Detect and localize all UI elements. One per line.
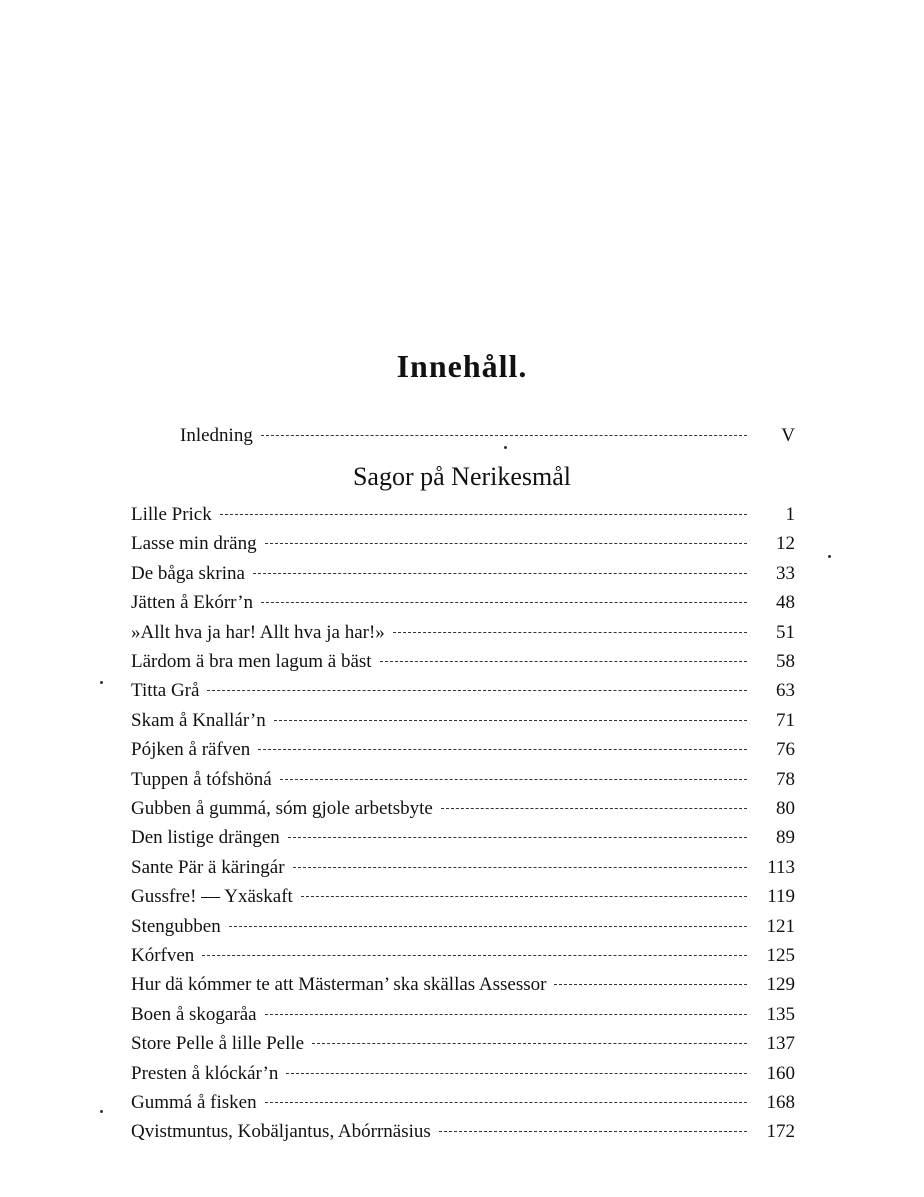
- print-speck: [504, 446, 507, 449]
- toc-page-number: 80: [776, 798, 795, 819]
- toc-entry: [131, 649, 795, 675]
- toc-page-number: 168: [766, 1092, 795, 1113]
- toc-page-number: 160: [766, 1062, 795, 1084]
- toc-title: Boen å skogaråa: [131, 1003, 257, 1025]
- dot-leader: [253, 573, 747, 574]
- toc-entry: [131, 796, 795, 822]
- dot-leader: [380, 661, 747, 662]
- toc-entry: [131, 1031, 795, 1057]
- toc-page-number: 135: [766, 1003, 795, 1025]
- dot-leader: [293, 867, 747, 868]
- toc-page-number: 89: [776, 827, 795, 849]
- toc-entry: [131, 561, 795, 587]
- dot-leader: [280, 779, 747, 780]
- toc-title: Lille Prick: [131, 504, 212, 525]
- toc-title: Pójken å räfven: [131, 739, 251, 761]
- dot-leader: [554, 984, 747, 985]
- toc-entry: [131, 1002, 795, 1028]
- toc-entry: [131, 1119, 795, 1145]
- toc-page-number: 119: [767, 886, 795, 908]
- page-title: Innehåll.: [396, 348, 528, 384]
- toc-page-number: 51: [776, 621, 795, 643]
- toc-title: Presten å klóckár’n: [131, 1062, 279, 1084]
- dot-leader: [439, 1131, 747, 1132]
- toc-entry: [131, 1090, 795, 1116]
- print-speck: [100, 1110, 103, 1113]
- dot-leader: [301, 896, 747, 897]
- toc-entry: [131, 737, 795, 763]
- dot-leader: [265, 1014, 747, 1015]
- toc-page-number: 58: [776, 651, 795, 672]
- dot-leader: [207, 690, 747, 691]
- toc-page-number: 129: [766, 974, 795, 996]
- dot-leader: [261, 435, 747, 436]
- toc-entry: [131, 767, 795, 793]
- toc-entry: [131, 502, 795, 528]
- toc-title: De båga skrina: [131, 562, 245, 584]
- toc-entry: [131, 531, 795, 557]
- toc-page-number: 113: [767, 856, 795, 878]
- toc-entry: [131, 943, 795, 969]
- dot-leader: [393, 632, 747, 633]
- toc-page-number: 71: [776, 709, 795, 731]
- toc-page-number: 63: [776, 680, 795, 702]
- toc-title: Skam å Knallár’n: [131, 709, 266, 731]
- toc-title: Den listige drängen: [131, 827, 280, 849]
- toc-entry: [131, 972, 795, 998]
- toc-title: »Allt hva ja har! Allt hva ja har!»: [131, 621, 385, 643]
- print-speck: [828, 555, 831, 558]
- dot-leader: [441, 808, 747, 809]
- toc-title: Sante Pär ä käringár: [131, 856, 285, 878]
- dot-leader: [265, 543, 747, 544]
- print-speck: [100, 681, 103, 684]
- dot-leader: [202, 955, 747, 956]
- toc-entry: [131, 855, 795, 881]
- toc-page-number: 172: [766, 1121, 795, 1143]
- toc-title: Jätten å Ekórr’n: [131, 592, 254, 614]
- toc-title: Gummá å fisken: [131, 1092, 257, 1113]
- dot-leader: [265, 1102, 747, 1103]
- toc-entry: [131, 825, 795, 851]
- toc-entry: [131, 590, 795, 616]
- toc-title: Tuppen å tófshöná: [131, 768, 272, 790]
- toc-page-number: V: [781, 425, 795, 446]
- toc-page-number: 121: [766, 915, 795, 937]
- dot-leader: [312, 1043, 747, 1044]
- toc-title: Lasse min dräng: [131, 533, 257, 555]
- toc-title: Lärdom ä bra men lagum ä bäst: [131, 651, 372, 672]
- toc-page-number: 137: [766, 1033, 795, 1055]
- toc-page-number: 12: [776, 533, 795, 555]
- toc-entry: [131, 914, 795, 940]
- toc-title: Qvistmuntus, Kobäljantus, Abórrnäsius: [131, 1121, 431, 1143]
- toc-title: Stengubben: [131, 915, 221, 937]
- toc-page-number: 76: [776, 739, 795, 761]
- toc-page-number: 78: [776, 768, 795, 790]
- dot-leader: [274, 720, 747, 721]
- toc-page-number: 33: [776, 562, 795, 584]
- section-title: Sagor på Nerikesmål: [352, 462, 572, 491]
- toc-entry-intro: [180, 423, 795, 449]
- dot-leader: [288, 837, 747, 838]
- toc-page-number: 48: [776, 592, 795, 614]
- toc-page-number: 1: [785, 504, 795, 525]
- toc-title: Kórfven: [131, 945, 195, 966]
- toc-entry: [131, 678, 795, 704]
- toc-page-number: 125: [766, 945, 795, 966]
- dot-leader: [229, 926, 747, 927]
- toc-entry: [131, 884, 795, 910]
- toc-entry: [131, 708, 795, 734]
- toc-entry: [131, 1061, 795, 1087]
- toc-title: Gubben å gummá, sóm gjole arbetsbyte: [131, 798, 433, 819]
- dot-leader: [261, 602, 747, 603]
- toc-title: Titta Grå: [131, 680, 200, 702]
- dot-leader: [286, 1073, 747, 1074]
- toc-entry: [131, 620, 795, 646]
- toc-title: Hur dä kómmer te att Mästerman’ ska skällas Assessor: [131, 974, 547, 996]
- toc-title: Gussfre! — Yxäskaft: [131, 886, 293, 908]
- dot-leader: [258, 749, 747, 750]
- dot-leader: [220, 514, 747, 515]
- toc-title: Store Pelle å lille Pelle: [131, 1033, 305, 1055]
- toc-title: Inledning: [180, 425, 253, 446]
